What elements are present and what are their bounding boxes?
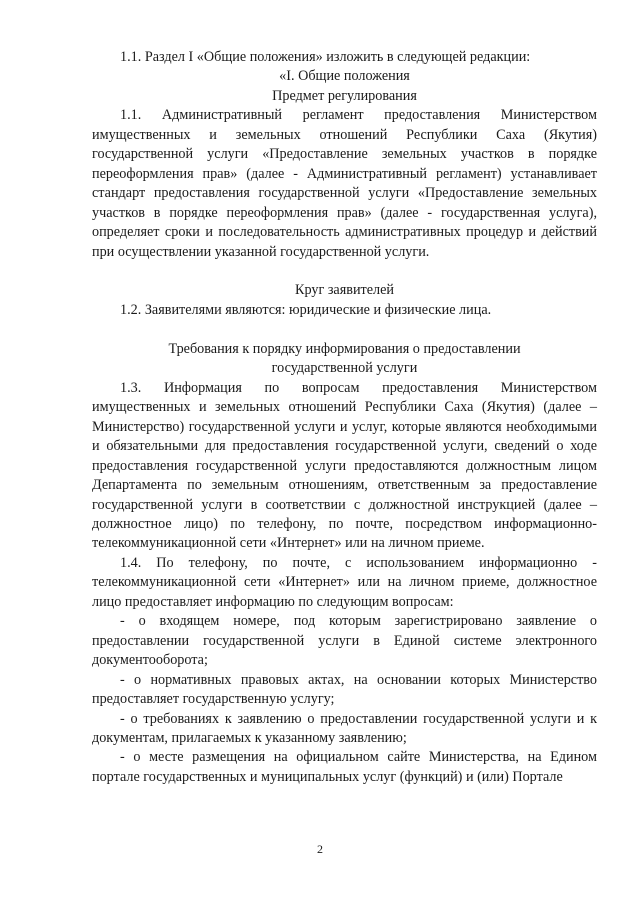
list-item: - о входящем номере, под которым зарегистрировано заявление о предоставлении государственной услуги в Единой системе электронного документооборота; xyxy=(92,613,597,669)
document-body xyxy=(92,48,597,787)
section-title: «I. Общие положения xyxy=(279,68,410,85)
list-item: - о месте размещения на официальном сайте Министерства, на Едином портале государственных и муниципальных услуг (функций) и (или) Портале xyxy=(92,749,597,785)
intro-paragraph: 1.1. Раздел I «Общие положения» изложить в следующей редакции: xyxy=(120,49,531,65)
subsection-title-applicants: Круг заявителей xyxy=(294,282,394,299)
list-item: - о нормативных правовых актах, на основании которых Министерство предоставляет государственную услугу; xyxy=(92,671,597,708)
paragraph-1-3: 1.3. Информация по вопросам предоставления Министерством имущественных и земельных отношений Республики Саха (Якутия) (далее – Министерство) государственной услуги и услуг, которые являются необходимыми и обязательными для предоставления государственной услуги, сведений о ходе предоставления государственной услуги предоставляются должностным лицом Департамента по земельным отношениям, ответственным за предоставление государственной услуги в соответствии с должностной инструкцией (далее – должностное лицо) по телефону, по почте, посредством информационно-телекоммуникационной сети «Интернет» или на личном приеме. xyxy=(92,379,597,552)
list-item: - о требованиях к заявлению о предоставлении государственной услуги и к документам, прилагаемых к указанному заявлению; xyxy=(92,710,597,746)
spacer xyxy=(92,262,597,282)
subsection-title-regulation: Предмет регулирования xyxy=(272,87,417,104)
subsection-title-information-line-2: государственной услуги xyxy=(271,360,418,377)
paragraph-1-1: 1.1. Административный регламент предоставления Министерством имущественных и земельных отношений Республики Саха (Якутия) государственной услуги «Предоставление земельных участков в порядке переоформления прав» (далее - Административный регламент) устанавливает стандарт предоставления государственной услуги «Предоставление земельных участков в порядке переоформления прав» (далее - государственная услуга), определяет сроки и последовательность административных процедур и действий при осуществлении указанной государственной услуги. xyxy=(92,107,597,260)
paragraph-1-4: 1.4. По телефону, по почте, с использованием информационно - телекоммуникационной сети «Интернет» или на личном приеме, должностное лицо предоставляет информацию по следующим вопросам: xyxy=(92,554,597,610)
paragraph-1-2: 1.2. Заявителями являются: юридические и физические лица. xyxy=(120,301,492,318)
spacer xyxy=(92,320,597,340)
subsection-title-information-line-1: Требования к порядку информирования о предоставлении xyxy=(168,340,521,357)
page-number: 2 xyxy=(317,842,323,856)
